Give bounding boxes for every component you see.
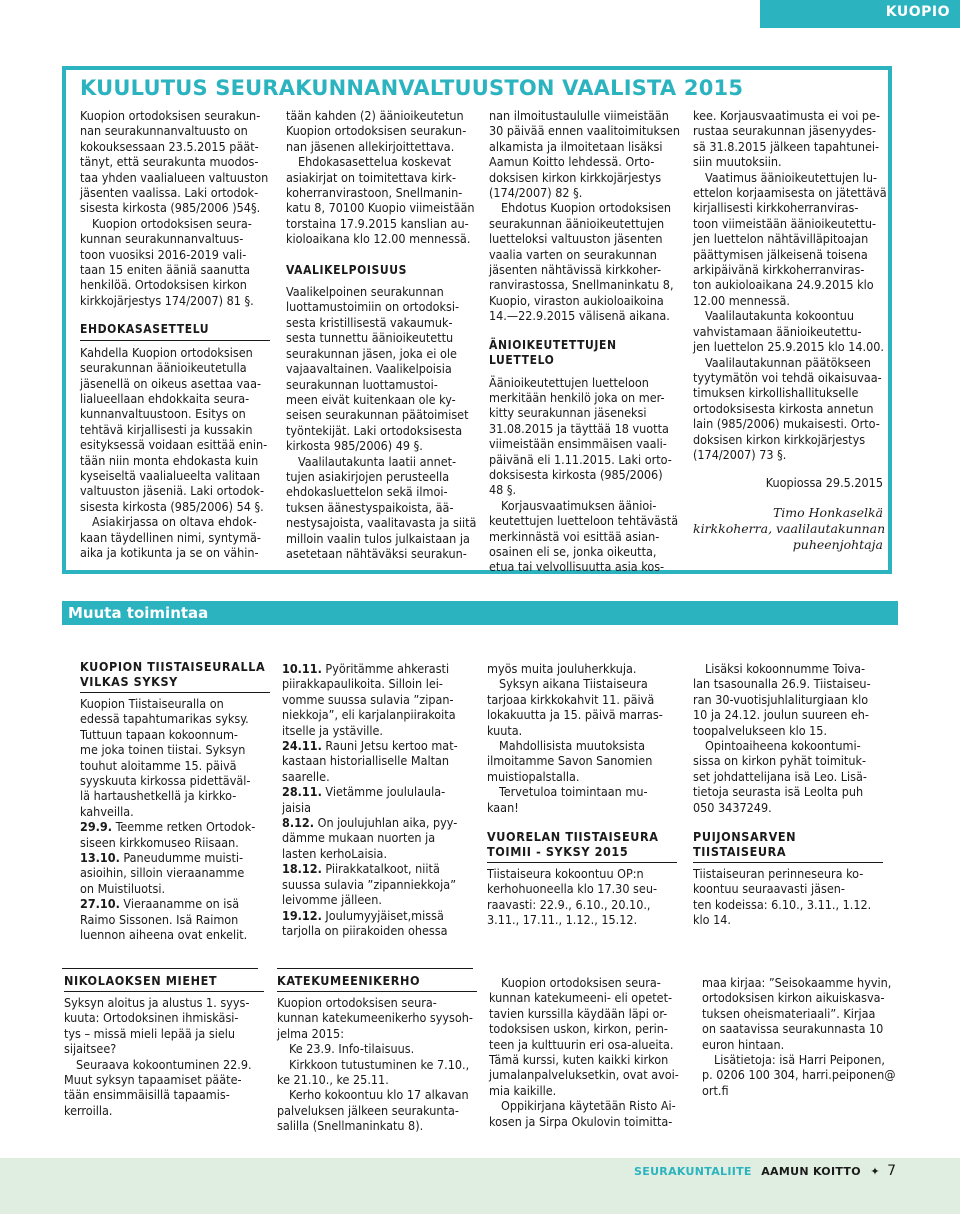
text-span: touhut aloitamme 15. päivä (80, 757, 237, 773)
text-line: jäsenten vaalissa. Laki ortodok- (80, 185, 259, 201)
text-line: tään ensimmäisillä tapaamis- (64, 1087, 230, 1103)
text-line: Tervetuloa toimintaan mu- (499, 784, 648, 800)
text-line: meen eivät kuitenkaan ole ky- (286, 391, 456, 407)
text-line: kirkkojärjestys 174/2007) 81 §. (80, 292, 254, 308)
text-line (80, 819, 270, 834)
text-line: kunnan katekumeenikerho syysoh- (277, 1010, 473, 1026)
text-line (80, 896, 270, 911)
notice-title: KUULUTUS SEURAKUNNANVALTUUSTON VAALISTA 2015 (80, 76, 744, 100)
text-line: Kerho kokoontuu klo 17 alkavan (289, 1087, 469, 1103)
text-line: sesta kristillisestä vakaumuk- (286, 314, 453, 330)
text-line (282, 707, 472, 722)
text-line: luetteloksi valtuuston jäsenten (489, 231, 663, 247)
tiistaiseura-heading-line-2: VILKAS SYKSY (80, 674, 178, 689)
text-line: tään niin monta ehdokasta kuin (80, 452, 259, 468)
text-line: tyytymätön voi tehdä oikaisuvaa- (693, 369, 882, 385)
section-band-label: Muuta toimintaa (68, 604, 209, 622)
date-label: 29.9. (80, 819, 113, 835)
section-tag-label: KUOPIO (885, 4, 950, 20)
text-line: taa yhden vaalialueen valtuuston (80, 169, 269, 185)
text-line: Opintoaiheena kokoontumi- (705, 738, 861, 754)
text-line: Lisäksi kokoonnumme Toiva- (705, 661, 866, 676)
text-line: kerhohuoneella klo 17.30 seu- (487, 881, 658, 897)
text-line: Kirkkoon tutustuminen ke 7.10., (289, 1056, 470, 1072)
text-line: tietoja seurasta isä Leolta puh (693, 784, 864, 800)
date-label: 18.12. (282, 861, 322, 877)
subheading-vaalikelpoisuus: VAALIKELPOISUUS (286, 262, 407, 277)
text-line: luottamustoimiin on ortodoksi- (286, 299, 460, 315)
text-line: tään kahden (2) äänioikeutetun (286, 108, 464, 123)
text-line: Kuopion ortodoksisen seura- (277, 995, 437, 1010)
text-line (80, 773, 270, 788)
text-span: lasten kerhoLaisia. (282, 845, 388, 861)
text-span: siseen kirkkomuseo Riisaan. (80, 834, 239, 850)
date-label: 10.11. (282, 661, 322, 676)
text-line: lokakuutta ja 15. päivä marras- (487, 707, 663, 723)
text-line: koontuu seuraavasti jäsen- (693, 881, 845, 897)
text-line (282, 830, 472, 845)
text-line (282, 769, 472, 784)
text-line: Seuraava kokoontuminen 22.9. (76, 1056, 252, 1072)
tiistaiseura-heading-line-1: KUOPION TIISTAISEURALLA (80, 659, 266, 674)
text-span: Rauni Jetsu kertoo mat- (321, 738, 458, 754)
text-line: arkipäivänä kirkkoherranviras- (693, 262, 865, 278)
text-line: p. 0206 100 304, harri.peiponen@ (702, 1067, 896, 1083)
text-line: ortodoksisesta kirkosta annetun (693, 400, 874, 416)
text-span: Vietämme joululaula- (321, 784, 446, 800)
text-line: (174/2007) 73 §. (693, 446, 787, 462)
text-line: toon vuosiksi 2016-2019 vali- (80, 246, 247, 262)
text-line: teen ja kulttuurin eri osa-alueita. (489, 1036, 674, 1052)
text-span: lä hartaushetkellä ja kirkko- (80, 788, 237, 804)
text-line: asetetaan nähtäväksi seurakun- (286, 545, 467, 561)
text-line: milloin vaalin tulos julkaistaan ja (286, 530, 470, 546)
text-line: tujen asiakirjojen perusteella (286, 468, 450, 484)
text-line: salilla (Snellmaninkatu 8). (277, 1118, 424, 1134)
katekumeeni-column-3 (702, 975, 902, 1098)
text-line: Vaalikelpoinen seurakunnan (286, 284, 444, 300)
text-line: 30 päivää ennen vaalitoimituksen (489, 123, 680, 139)
text-line: set johdattelijana isä Leo. Lisä- (693, 768, 867, 784)
text-line: sisesta kirkosta (985/2006) 54 §. (80, 498, 264, 514)
text-span: vomme suussa sulavia ”zipan- (282, 691, 454, 707)
text-line: työntekijät. Laki ortodoksisesta (286, 422, 463, 438)
text-line: nan ilmoitustaululle viimeistään (489, 108, 669, 123)
text-span: niekkoja”, eli karjalanpiirakoita (282, 707, 456, 723)
text-span: itselle ja ystäville. (282, 722, 383, 738)
notice-column-3 (489, 108, 679, 575)
text-line: Vaatimus äänioikeutettujen lu- (705, 169, 878, 185)
text-line: Kuopion ortodoksisen seurakun- (80, 108, 261, 123)
text-line: Kahdella Kuopion ortodoksisen (80, 344, 253, 360)
text-line: Tämä kurssi, kuten kaikki kirkon (489, 1052, 669, 1068)
text-span: jaisia (282, 799, 312, 815)
text-line: ten kodeissa: 6.10., 3.11., 1.12. (693, 896, 872, 912)
text-line: 48 §. (489, 482, 517, 498)
text-line: keutettujen luetteloon tehtävästä (489, 513, 679, 529)
vuorela-heading (487, 829, 677, 859)
text-line: kioloaikana klo 12.00 mennessä. (286, 231, 471, 247)
tiistaiseura-heading (80, 659, 270, 689)
tiistaiseura-article (80, 659, 270, 943)
text-line (282, 846, 472, 861)
text-line: tuksen äänestyspaikoista, ää- (286, 499, 454, 515)
text-line: 050 3437249. (693, 799, 772, 815)
nikolaos-article (64, 973, 264, 1118)
text-line (282, 815, 472, 830)
text-line: kunnan seurakunnanvaltuus- (80, 231, 244, 247)
text-line (282, 738, 472, 753)
text-line: Korjausvaatimuksen äänioi- (501, 497, 657, 513)
notice-column-4 (693, 108, 887, 553)
text-line: kirkosta 985/2006) 49 §. (286, 438, 423, 454)
text-line: seisen seurakunnan päätoimiset (286, 407, 469, 423)
text-line: torstaina 17.9.2015 kanslian au- (286, 215, 469, 231)
text-line: tavien kurssilla käydään läpi or- (489, 1005, 668, 1021)
text-line: tys – missä mieli lepää ja sielu (64, 1025, 236, 1041)
text-line: seurakunnan jäsen, joka ei ole (286, 345, 457, 361)
date-label: 24.11. (282, 738, 322, 754)
text-line: kunnan katekumeeni- eli opetet- (489, 990, 673, 1006)
text-line: sijaitsee? (64, 1041, 117, 1057)
text-line: Vaalilautakunnan päätökseen (705, 354, 871, 370)
nikolaos-heading: NIKOLAOKSEN MIEHET (64, 973, 218, 988)
text-span: edessä tapahtumarikas syksy. (80, 711, 249, 727)
text-line: Ehdokasasettelua koskevat (298, 154, 452, 170)
subheading-anioikeutettujen-luettelo: ÄNIOIKEUTETTUJEN LUETTELO (489, 337, 617, 368)
text-span: tarjolla on piirakoiden ohessa (282, 922, 448, 938)
text-line: etua tai velvollisuutta asia kos- (489, 559, 665, 575)
text-line: raavasti: 22.9., 6.10., 20.10., (487, 896, 651, 912)
text-span: Piirakkatalkoot, niitä (321, 861, 440, 877)
text-line: 10 ja 24.12. joulun suureen eh- (693, 707, 869, 723)
text-line: ettelon korjaamisesta on jätettävä (693, 185, 887, 201)
text-line: mia kaikille. (489, 1082, 557, 1098)
text-line: 3.11., 17.11., 1.12., 15.12. (487, 912, 638, 928)
text-line: Syksyn aloitus ja alustus 1. syys- (64, 995, 250, 1010)
puijo-heading-line-2: TIISTAISEURA (693, 844, 787, 860)
text-line: seurakunnan luottamustoi- (286, 376, 438, 392)
date-label: 28.11. (282, 784, 322, 800)
text-line: sisesta kirkosta (985/2006 )54§. (80, 200, 261, 216)
katekumeeni-heading: KATEKUMEENIKERHO (277, 973, 421, 988)
text-span: luennon aiheena ovat enkelit. (80, 927, 248, 943)
signature-block (693, 504, 886, 553)
katekumeeni-article (277, 973, 477, 1134)
text-line: doksisen kirkon kirkkojärjestys (693, 431, 866, 447)
text-span: Paneudumme muisti- (119, 850, 244, 866)
text-line: Timo Honkaselkä (772, 504, 883, 520)
text-line: nestysajoista, vaalitavasta ja siitä (286, 515, 477, 531)
text-span: Tuttuun tapaan kokoonnum- (80, 726, 238, 742)
text-line (282, 923, 472, 938)
text-line: kaan! (487, 799, 519, 815)
text-line: kuuta. (487, 722, 523, 738)
date-label: 19.12. (282, 907, 322, 923)
text-line: tarjoaa kirkkokahvit 11. päivä (487, 691, 655, 707)
text-line: kuuta: Ortodoksinen ihmiskäsi- (64, 1010, 239, 1026)
text-line: 31.08.2015 ja täyttää 18 vuotta (489, 420, 669, 436)
text-line: Vaalilautakunta laatii annet- (298, 453, 457, 469)
text-line: kee. Korjausvaatimusta ei voi pe- (693, 108, 881, 123)
text-line: jen luettelon 25.9.2015 klo 14.00. (693, 339, 884, 355)
text-line: Lisätietoja: isä Harri Peiponen, (714, 1052, 885, 1068)
text-line: ehdokasluettelon sekä ilmoi- (286, 484, 448, 500)
text-line: valtuuston jäseniä. Laki ortodok- (80, 483, 264, 499)
text-line (80, 850, 270, 865)
puijo-heading-line-1: PUIJONSARVEN (693, 829, 797, 845)
text-span: kastaan historialliselle Maltan (282, 753, 450, 769)
text-line (282, 800, 472, 815)
text-line: lialueellaan ehdokkaita seura- (80, 390, 250, 406)
text-line: kirkkoherra, vaalilautakunnan (693, 520, 886, 536)
text-line: 12.00 mennessä. (693, 292, 790, 308)
text-line: ort.fi (702, 1082, 729, 1098)
footer-publication: SEURAKUNTALIITE (634, 1165, 752, 1178)
text-line: ton aukioloaikana 24.9.2015 klo (693, 277, 874, 293)
text-line (282, 861, 472, 876)
text-line: Mahdollisista muutoksista (499, 738, 645, 754)
text-line: kunnanvaltuustoon. Esitys on (80, 406, 246, 422)
text-line: nan seurakunnanvaltuusto on (80, 123, 248, 139)
text-span: kahveilla. (80, 803, 134, 819)
text-line: kokouksessaan 23.5.2015 päät- (80, 138, 259, 154)
text-span: saarelle. (282, 768, 330, 784)
notice-column-1 (80, 108, 270, 560)
text-line: kerroilla. (64, 1102, 113, 1118)
text-line: viimeistään ensimmäisen vaali- (489, 436, 667, 452)
text-line: jen luettelon nähtävilläpitoajan (693, 231, 869, 247)
text-line: alkamista ja ilmoitetaan lisäksi (489, 138, 663, 154)
text-line: katu 8, 70100 Kuopio viimeistään (286, 200, 475, 216)
text-line: kirjallisesti kirkkoherranviras- (693, 200, 859, 216)
text-span: On joulujuhlan aika, pyy- (314, 815, 458, 831)
text-span: syyskuuta kirkossa pidettäväl- (80, 773, 251, 789)
text-line: timuksen kirkollishallitukselle (693, 385, 859, 401)
text-line (282, 661, 472, 676)
text-line: merkinnästä voi esittää asian- (489, 528, 660, 544)
text-line: päättymisen jälkeisenä toisena (693, 246, 868, 262)
date-label: 13.10. (80, 850, 120, 866)
date-label: 27.10. (80, 896, 120, 912)
text-line (282, 892, 472, 907)
place-date: Kuopiossa 29.5.2015 (765, 475, 883, 491)
text-line: Tiistaiseuran perinneseura ko- (693, 866, 864, 882)
text-line: asiakirjat on toimitettava kirk- (286, 169, 457, 185)
text-line: klo 14. (693, 912, 731, 928)
text-line (80, 912, 270, 927)
text-span: piirakkapaulikoita. Silloin lei- (282, 676, 443, 692)
text-line (80, 835, 270, 850)
text-line: Tiistaiseura kokoontuu OP:n (487, 866, 644, 882)
text-line: toon viimeistään äänioikeutettu- (693, 215, 877, 231)
text-line (282, 692, 472, 707)
text-line: kyseiseltä vaalialueelta valitaan (80, 467, 261, 483)
text-span: asioihin, silloin vieraanamme (80, 865, 245, 881)
text-span: Teemme retken Ortodok- (112, 819, 256, 835)
text-line: aika ja kotikunta ja se on vähin- (80, 544, 259, 560)
text-line (80, 742, 270, 757)
text-line: seurakunnan äänioikeutetulla (80, 360, 247, 376)
text-line: 14.—22.9.2015 välisenä aikana. (489, 308, 670, 324)
text-span: Kuopion Tiistaiseuralla on (80, 696, 224, 711)
text-line: Kuopio, viraston aukioloaikoina (489, 292, 664, 308)
text-line: Kuopion ortodoksisen seura- (92, 215, 252, 231)
text-line: Aamun Koitto lehdessä. Orto- (489, 154, 655, 170)
tiistaiseura-column-2 (282, 661, 472, 938)
text-line: toopalvelukseen klo 15. (693, 722, 828, 738)
text-line: tänyt, että seurakunta muodos- (80, 154, 259, 170)
text-line: Oppikirjana käytetään Risto Ai- (501, 1098, 676, 1114)
notice-column-2 (286, 108, 476, 561)
puijo-heading (693, 829, 883, 859)
text-line (80, 711, 270, 726)
text-line: todoksisen uskon, kirkon, perin- (489, 1021, 668, 1037)
text-line (80, 696, 270, 711)
text-line: Äänioikeutettujen luetteloon (489, 374, 649, 390)
section-tag (760, 0, 960, 28)
text-line (80, 865, 270, 880)
text-line: esityksessä voidaan esittää enin- (80, 437, 268, 453)
text-line: sissa on kirkon pyhät toimituk- (693, 753, 867, 769)
text-span: me joka toinen tiistai. Syksyn (80, 742, 246, 758)
text-line: Asiakirjassa on oltava ehdok- (92, 514, 257, 530)
toivala-column (693, 661, 883, 928)
text-line: Ke 23.9. Info-tilaisuus. (289, 1041, 415, 1057)
footer-magazine: AAMUN KOITTO (761, 1165, 861, 1178)
nikolaos-top-rule (62, 968, 258, 969)
text-line: Vaalilautakunta kokoontuu (705, 308, 855, 324)
text-line: rustaa seurakunnan jäsenyydes- (693, 123, 877, 139)
text-line: nan jäsenen allekirjoittettava. (286, 138, 455, 154)
text-line: osainen eli se, jonka oikeutta, (489, 543, 657, 559)
text-line: jumalanpalveluksetkin, ovat avoi- (489, 1067, 679, 1083)
text-line: päivänä eli 1.11.2015. Laki orto- (489, 451, 672, 467)
text-line: vahvistamaan äänioikeutettu- (693, 323, 862, 339)
text-line: tehtävä kirjallisesti ja kussakin (80, 421, 253, 437)
text-span: on Muistiluotsi. (80, 880, 166, 896)
text-line: Kuopion ortodoksisen seurakun- (286, 123, 467, 139)
text-line (80, 927, 270, 942)
text-line (282, 784, 472, 799)
date-label: 8.12. (282, 815, 315, 831)
text-line (282, 877, 472, 892)
vuorela-heading-line-2: TOIMII - SYKSY 2015 (487, 844, 629, 860)
text-line: merkitään henkilö joka on mer- (489, 389, 665, 405)
text-line: ke 21.10., ke 25.11. (277, 1072, 389, 1088)
text-line (80, 788, 270, 803)
text-line (80, 727, 270, 742)
text-line: tuksen oheismateriaali”. Kirjaa (702, 1005, 876, 1021)
text-line: kosen ja Sirpa Okulovin toimitta- (489, 1113, 673, 1129)
text-line: doksisesta kirkosta (985/2006) (489, 466, 663, 482)
text-line: jelma 2015: (277, 1025, 344, 1041)
text-line: lain (985/2006) mukaisesti. Orto- (693, 416, 880, 432)
text-line: kaan täydellinen nimi, syntymä- (80, 529, 261, 545)
text-line: maa kirjaa: ”Seisokaamme hyvin, (702, 975, 892, 990)
text-span: dämme mukaan nuorten ja (282, 830, 436, 846)
text-line (282, 908, 472, 923)
text-span: Vieraanamme on isä (119, 896, 240, 912)
text-line (80, 881, 270, 896)
text-line: siin muutoksiin. (693, 154, 782, 170)
text-line: doksisen kirkon kirkkojärjestys (489, 169, 662, 185)
text-line: euron hintaan. (702, 1036, 785, 1052)
text-line: jäsenten nähtävissä kirkkoher- (489, 262, 662, 278)
text-line: ran 30-vuotisjuhlaliturgiaan klo (693, 691, 869, 707)
text-line: on saatavissa seurakunnasta 10 (702, 1021, 884, 1037)
text-span: suussa sulavia ”zipanniekkoja” (282, 876, 457, 892)
text-line: jäsenellä on oikeus asettaa vaa- (80, 375, 262, 391)
text-line (282, 753, 472, 768)
text-line (80, 758, 270, 773)
text-line: vajaavaltainen. Vaalikelpoisia (286, 361, 452, 377)
vuorela-heading-line-1: VUORELAN TIISTAISEURA (487, 829, 659, 845)
katekumeeni-top-rule (277, 968, 473, 969)
text-line: sä 31.8.2015 jälkeen tapahtunei- (693, 138, 880, 154)
text-span: Raimo Sissonen. Isä Raimon (80, 911, 239, 927)
page-number: 7 (887, 1163, 896, 1179)
text-line (282, 676, 472, 691)
text-line: vaalia varten on seurakunnan (489, 246, 657, 262)
footer-credit (634, 1163, 896, 1179)
text-line: taan 15 eniten ääniä saanutta (80, 262, 251, 278)
text-line: ilmoitamme Savon Sanomien (487, 753, 653, 769)
text-line: Kuopion ortodoksisen seura- (501, 975, 661, 990)
text-line: ortodoksisen kirkon aikuiskasva- (702, 990, 885, 1006)
text-line: lan tsasounalla 26.9. Tiistaiseu- (693, 676, 871, 692)
text-line: Muut syksyn tapaamiset pääte- (64, 1072, 242, 1088)
text-line: puheenjohtaja (792, 536, 883, 552)
section-band (62, 601, 898, 625)
text-span: Pyöritämme ahkerasti (321, 661, 450, 676)
text-line: henkilöä. Ortodoksisen kirkon (80, 277, 247, 293)
text-line: myös muita jouluherkkuja. (487, 661, 637, 676)
text-line: palveluksen jälkeen seurakunta- (277, 1102, 459, 1118)
text-line: ranvirastossa, Snellmaninkatu 8, (489, 277, 674, 293)
text-line: (174/2007) 82 §. (489, 185, 583, 201)
text-line: seurakunnan äänioikeutettujen (489, 215, 665, 231)
text-line: muistiopalstalla. (487, 768, 580, 784)
text-line: koherranvirastoon, Snellmanin- (286, 185, 463, 201)
text-line (80, 804, 270, 819)
subheading-ehdokasasettelu: EHDOKASASETTELU (80, 322, 270, 340)
tiistaiseura-column-3 (487, 661, 677, 928)
text-line: sesta tunnettu äänioikeutettu (286, 330, 454, 346)
footer-separator-icon: ✦ (870, 1165, 880, 1178)
text-line: Ehdotus Kuopion ortodoksisen (501, 200, 672, 216)
text-span: leivomme jälleen. (282, 892, 382, 908)
text-span: Joulumyyjäiset,missä (321, 907, 444, 923)
text-line: kitty seurakunnan jäseneksi (489, 405, 647, 421)
katekumeeni-column-2 (489, 975, 689, 1129)
text-line (282, 723, 472, 738)
text-line: Syksyn aikana Tiistaiseura (499, 676, 648, 692)
